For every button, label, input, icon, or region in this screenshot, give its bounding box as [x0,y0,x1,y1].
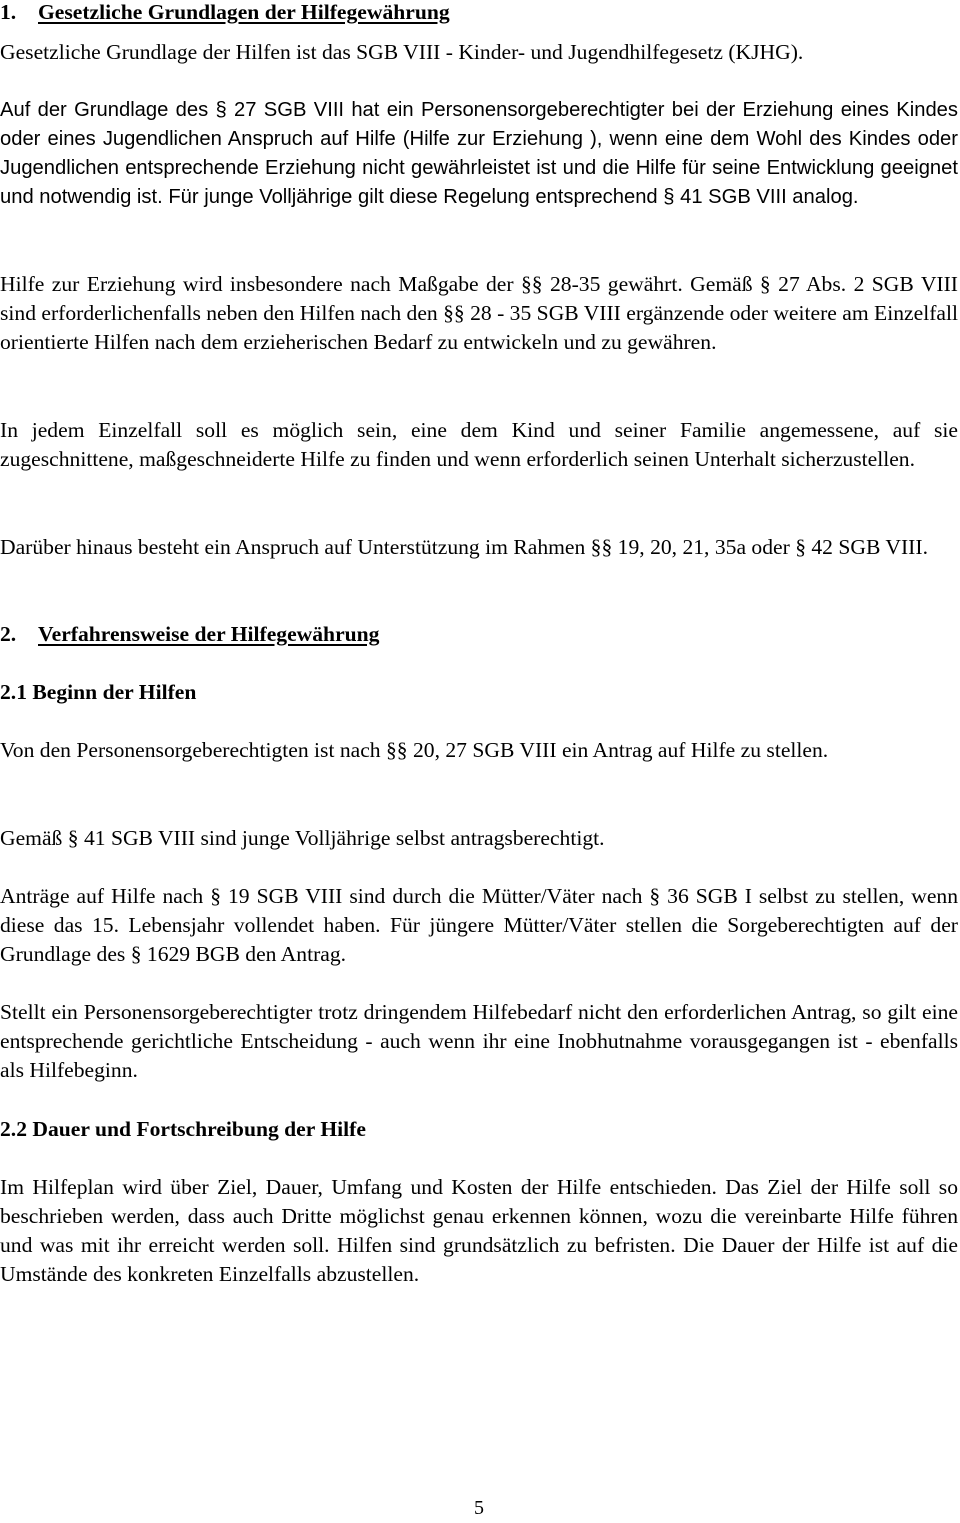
paragraph-help-plan: Im Hilfeplan wird über Ziel, Dauer, Umfang und Kosten der Hilfe entschieden. Das Ziel der Hilfe soll so beschrieben werden, dass auch Dritte möglichst genau erkennen können, wozu die vereinbarte Hilfe führen und was mit ihr erreicht werden soll. Hilfen sind grundsätzlich zu befristen. Die Dauer der Hilfe ist auf die Umstände des konkreten Einzelfalls abzustellen. [0,1175,958,1287]
paragraph-section-27: Auf der Grundlage des § 27 SGB VIII hat ein Personensorgeberechtigter bei der Erziehung eines Kindes oder eines Jugendlichen Anspruch auf Hilfe (Hilfe zur Erziehung ), wenn eine dem Wohl des Kindes oder Jugendlichen entsprechende Erziehung nicht gewährleistet ist und die Hilfe für seine Entwicklung geeignet und notwendig ist. Für junge Volljährige gilt diese Regelung entsprechend § 41 SGB VIII analog. [0,99,958,209]
subsection-heading-2-1: 2.1 Beginn der Hilfen [0,680,197,704]
paragraph-legal-basis: Gesetzliche Grundlage der Hilfen ist das SGB VIII - Kinder- und Jugendhilfegesetz (KJHG). [0,40,804,64]
paragraph-court-decision: Stellt ein Personensorgeberechtigter trotz dringendem Hilfebedarf nicht den erforderlichen Antrag, so gilt eine entsprechende gerichtliche Entscheidung - auch wenn ihr eine Inobhutnahme vorausgegangen ist - ebenfalls als Hilfebeginn. [0,1000,958,1083]
paragraph-additional-claims: Darüber hinaus besteht ein Anspruch auf Unterstützung im Rahmen §§ 19, 20, 21, 35a oder § 42 SGB VIII. [0,535,928,559]
section-number: 2. [0,622,17,646]
section-number: 1. [0,0,17,24]
paragraph-application: Von den Personensorgeberechtigten ist nach §§ 20, 27 SGB VIII ein Antrag auf Hilfe zu stellen. [0,738,829,762]
section-heading-1 [0,0,958,27]
paragraph-young-adults: Gemäß § 41 SGB VIII sind junge Volljährige selbst antragsberechtigt. [0,826,605,850]
paragraph-individual-case: In jedem Einzelfall soll es möglich sein, eine dem Kind und seiner Familie angemessene, auf sie zugeschnittene, maßgeschneiderte Hilfe zu finden und wenn erforderlich seinen Unterhalt sicherzustellen. [0,418,958,472]
section-title: Verfahrensweise der Hilfegewährung [38,622,380,646]
section-heading-2 [0,620,958,649]
page-number: 5 [474,1497,484,1519]
paragraph-parents-application: Anträge auf Hilfe nach § 19 SGB VIII sind durch die Mütter/Väter nach § 36 SGB I selbst zu stellen, wenn diese das 15. Lebensjahr vollendet haben. Für jüngere Mütter/Väter stellen die Sorgeberechtigten auf der Grundlage des § 1629 BGB den Antrag. [0,884,958,967]
subsection-heading-2-2: 2.2 Dauer und Fortschreibung der Hilfe [0,1117,366,1141]
paragraph-help-types: Hilfe zur Erziehung wird insbesondere nach Maßgabe der §§ 28-35 gewährt. Gemäß § 27 Abs. 2 SGB VIII sind erforderlichenfalls neben den Hilfen nach den §§ 28 - 35 SGB VIII ergänzende oder weitere am Einzelfall orientierte Hilfen nach dem erzieherischen Bedarf zu entwickeln und zu gewähren. [0,272,958,355]
section-title: Gesetzliche Grundlagen der Hilfegewährung [38,0,450,24]
